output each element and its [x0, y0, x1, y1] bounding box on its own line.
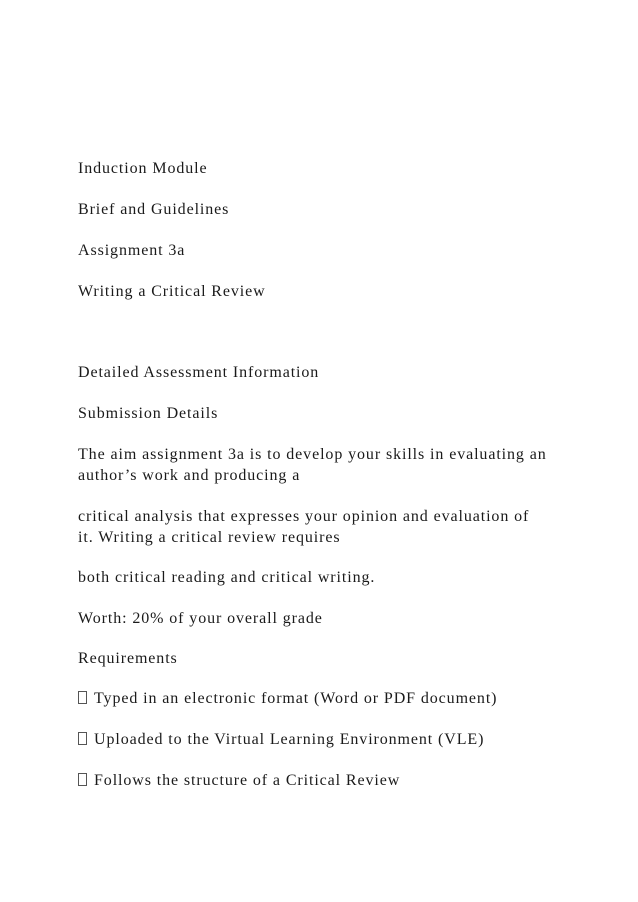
requirement-item	[78, 771, 578, 791]
requirements-title: Requirements	[78, 650, 178, 667]
assignment-title: Assignment 3a	[78, 242, 186, 259]
module-title: Induction Module	[78, 160, 208, 177]
paragraph-line: critical analysis that expresses your opinion and evaluation of	[78, 508, 530, 525]
paragraph-line: it. Writing a critical review requires	[78, 529, 341, 546]
section-title: Detailed Assessment Information	[78, 364, 320, 381]
bullet-box-icon	[78, 773, 87, 786]
paragraph-line: both critical reading and critical writing.	[78, 569, 376, 586]
requirement-item	[78, 730, 578, 750]
requirement-text: Uploaded to the Virtual Learning Environment (VLE)	[94, 731, 485, 748]
bullet-box-icon	[78, 691, 87, 704]
brief-title: Brief and Guidelines	[78, 201, 230, 218]
worth-line: Worth: 20% of your overall grade	[78, 610, 323, 627]
subsection-title: Submission Details	[78, 405, 219, 422]
assignment-subtitle: Writing a Critical Review	[78, 283, 266, 300]
requirement-text: Typed in an electronic format (Word or PDF document)	[94, 690, 498, 707]
bullet-box-icon	[78, 732, 87, 745]
requirement-item	[78, 689, 578, 709]
paragraph-line: The aim assignment 3a is to develop your skills in evaluating an	[78, 446, 547, 463]
requirement-text: Follows the structure of a Critical Review	[94, 772, 401, 789]
paragraph-line: author’s work and producing a	[78, 467, 301, 484]
